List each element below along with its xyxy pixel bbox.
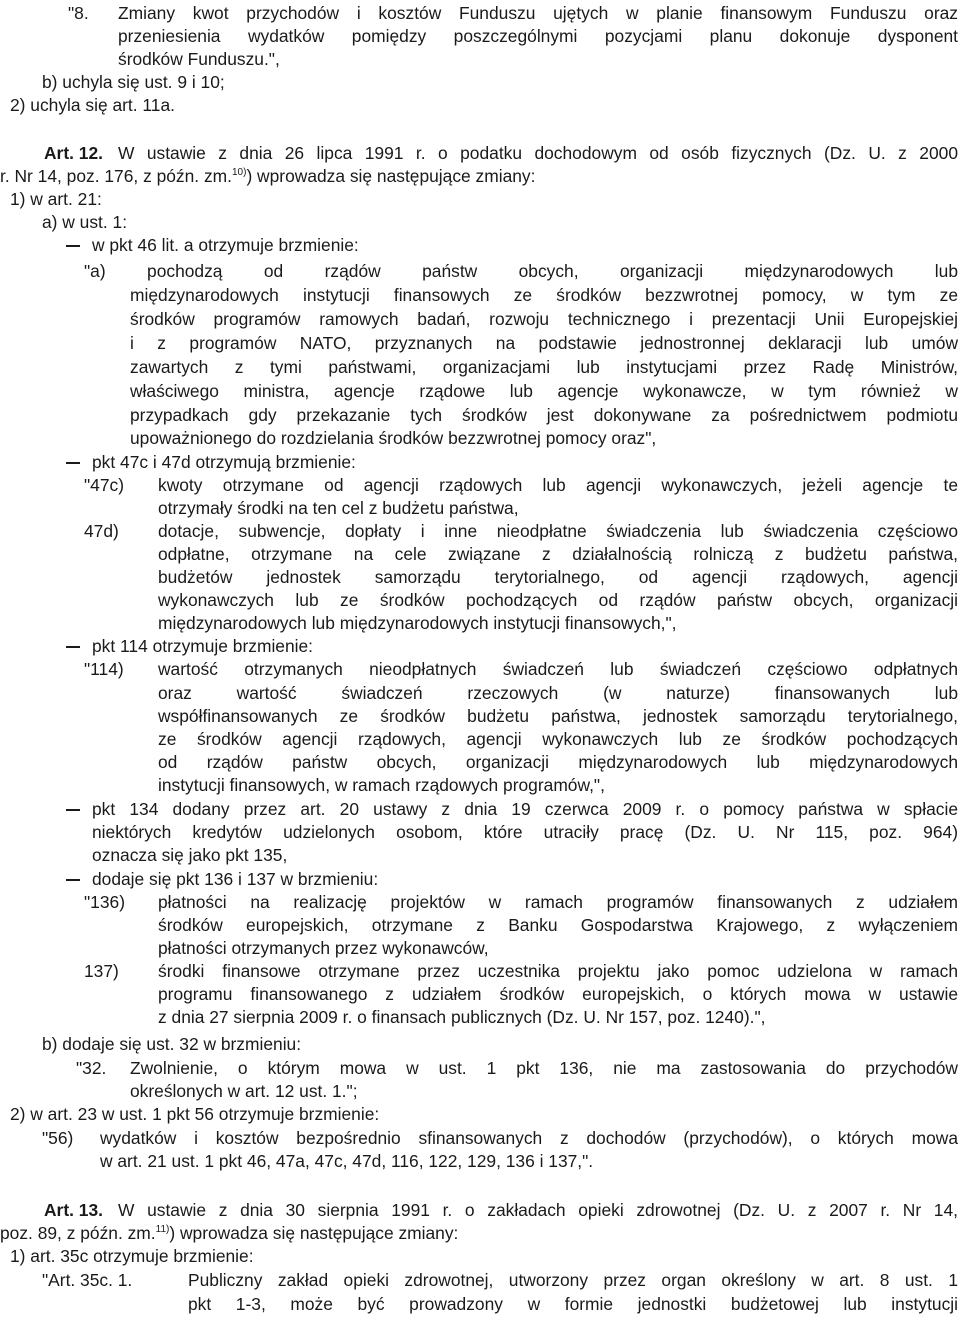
text-line: budżetów jednostek samorządu terytorialnego, od agencji rządowych, agencji [158, 567, 958, 587]
text-line: "a) pochodzą od rządów państw obcych, organizacji międzynarodowych lub [84, 261, 958, 281]
footnote-ref: 10) [231, 167, 247, 178]
list-item: b) uchyla się ust. 9 i 10; [42, 72, 225, 92]
text-line: współfinansowanych ze środków budżetu państwa, jednostek samorządu terytorialnego, [158, 706, 958, 726]
dash-bullet [66, 879, 80, 881]
text-line: pkt 114 otrzymuje brzmienie: [92, 636, 314, 656]
text-line: z dnia 27 sierpnia 2009 r. o finansach publicznych (Dz. U. Nr 157, poz. 1240).", [158, 1007, 766, 1027]
list-item: 1) w art. 21: [10, 189, 102, 209]
article-heading: Art. 13. [44, 1200, 103, 1220]
item-label: "136) [84, 892, 125, 912]
text-line: W ustawie z dnia 30 sierpnia 1991 r. o zakładach opieki zdrowotnej (Dz. U. z 2007 r. Nr 14, [118, 1200, 958, 1220]
text-line: w pkt 46 lit. a otrzymuje brzmienie: [92, 235, 359, 255]
text-line: międzynarodowych instytucji finansowych ze środków bezzwrotnej pomocy, w tym ze [130, 285, 958, 305]
text-line: instytucji finansowych, w ramach rządowych programów,", [158, 775, 605, 795]
item-label: 47d) [84, 521, 119, 541]
text-line: w art. 21 ust. 1 pkt 46, 47a, 47c, 47d, 116, 122, 129, 136 i 137,". [100, 1151, 594, 1171]
text-line: pkt 1-3, może być prowadzony w formie jednostki budżetowej lub instytucji [188, 1294, 958, 1314]
text-line: programu finansowanego z udziałem środków europejskich, o których mowa w ustawie [158, 984, 958, 1004]
text-line: niektórych kredytów udzielonych osobom, które utraciły pracę (Dz. U. Nr 115, poz. 964) [92, 822, 958, 842]
item-label: "47c) [84, 475, 125, 495]
text-line: zawartych z tymi państwami, organizacjami lub instytucjami przez Radę Ministrów, [130, 357, 958, 377]
dash-bullet [66, 462, 80, 464]
text-line: środków programów ramowych badań, rozwoju technicznego i prezentacji Unii Europejskiej [130, 309, 958, 329]
text-line: dodaje się pkt 136 i 137 w brzmieniu: [92, 869, 379, 889]
text-line: określonych w art. 12 ust. 1."; [130, 1081, 358, 1101]
dash-bullet [66, 809, 80, 811]
list-item: 2) uchyla się art. 11a. [10, 95, 175, 115]
text-line: W ustawie z dnia 26 lipca 1991 r. o podatku dochodowym od osób fizycznych (Dz. U. z 2000 [118, 143, 958, 163]
text-line: r. Nr 14, poz. 176, z późn. zm.$^{10)}$) wprowadza się następujące zmiany: [0, 166, 536, 186]
text-line: wydatków i kosztów bezpośrednio sfinansowanych z dochodów (przychodów), o których mowa [100, 1128, 958, 1148]
item-label: "32. [76, 1058, 107, 1078]
text-line: przypadkach gdy przekazanie tych środków jest dokonywane za pośrednictwem podmiotu [130, 405, 958, 425]
text-line: płatności otrzymanych przez wykonawców, [158, 938, 489, 958]
footnote-ref: 11) [155, 1224, 170, 1235]
list-item: 1) art. 35c otrzymuje brzmienie: [10, 1246, 254, 1266]
text-line: Zwolnienie, o którym mowa w ust. 1 pkt 136, nie ma zastosowania do przychodów [130, 1058, 958, 1078]
list-item: a) w ust. 1: [42, 212, 128, 232]
text-line: Zmiany kwot przychodów i kosztów Funduszu ujętych w planie finansowym Funduszu oraz [118, 3, 958, 23]
text-line: przeniesienia wydatków pomiędzy poszczególnymi pozycjami planu dokonuje dysponent [118, 26, 958, 46]
item-label: "56) [42, 1128, 74, 1148]
text-line: Publiczny zakład opieki zdrowotnej, utworzony przez organ określony w art. 8 ust. 1 [188, 1270, 958, 1290]
text-line: płatności na realizację projektów w ramach programów finansowanych z udziałem [158, 892, 958, 912]
text-line: wykonawczych lub ze środków pochodzących od rządów państw obcych, organizacji [158, 590, 958, 610]
item-label: 137) [84, 961, 119, 981]
text-line: pkt 47c i 47d otrzymują brzmienie: [92, 452, 356, 472]
quote-number: "8. [68, 3, 89, 23]
list-item: b) dodaje się ust. 32 w brzmieniu: [42, 1034, 302, 1054]
text-line: pkt 134 dodany przez art. 20 ustawy z dnia 19 czerwca 2009 r. o pomocy państwa w spłacie [92, 799, 958, 819]
dash-bullet [66, 245, 80, 247]
text-line: oraz wartość świadczeń rzeczowych (w naturze) finansowanych lub [158, 683, 958, 703]
text-line: środki finansowe otrzymane przez uczestnika projektu jako pomoc udzielona w ramach [158, 961, 958, 981]
text-line: upoważnionego do rozdzielania środków bezzwrotnej pomocy oraz", [130, 428, 657, 448]
text-line: środków Funduszu.", [118, 49, 280, 69]
text-line: kwoty otrzymane od agencji rządowych lub agencji wykonawczych, jeżeli agencje te [158, 475, 958, 495]
article-heading: Art. 12. [44, 143, 103, 163]
text-line: oznacza się jako pkt 135, [92, 845, 288, 865]
text-line: wartość otrzymanych nieodpłatnych świadczeń lub świadczeń częściowo odpłatnych [158, 659, 958, 679]
list-item: 2) w art. 23 w ust. 1 pkt 56 otrzymuje brzmienie: [10, 1104, 380, 1124]
text-line: międzynarodowych lub międzynarodowych instytucji finansowych,", [158, 613, 677, 633]
text-line: właściwego ministra, agencje rządowe lub agencje wykonawcze, w tym również w [130, 381, 958, 401]
text-line: odpłatne, otrzymane na cele związane z działalnością rolniczą z budżetu państwa, [158, 544, 958, 564]
item-label: "Art. 35c. 1. [42, 1270, 133, 1290]
text-line: od rządów państw obcych, organizacji międzynarodowych lub międzynarodowych [158, 752, 958, 772]
dash-bullet [66, 646, 80, 648]
item-label: "114) [84, 659, 124, 679]
text-line: otrzymały środki na ten cel z budżetu państwa, [158, 498, 519, 518]
text-line: ze środków agencji rządowych, agencji wykonawczych lub ze środków pochodzących [158, 729, 958, 749]
text-line: dotacje, subwencje, dopłaty i inne nieodpłatne świadczenia lub świadczenia częściowo [158, 521, 958, 541]
text-line: i z programów NATO, przyznanych na podstawie jednostronnej deklaracji lub umów [130, 333, 958, 353]
text-line: środków europejskich, otrzymane z Banku Gospodarstwa Krajowego, z wyłączeniem [158, 915, 958, 935]
text-line: poz. 89, z późn. zm.$^{11)}$) wprowadza się następujące zmiany: [0, 1223, 459, 1243]
